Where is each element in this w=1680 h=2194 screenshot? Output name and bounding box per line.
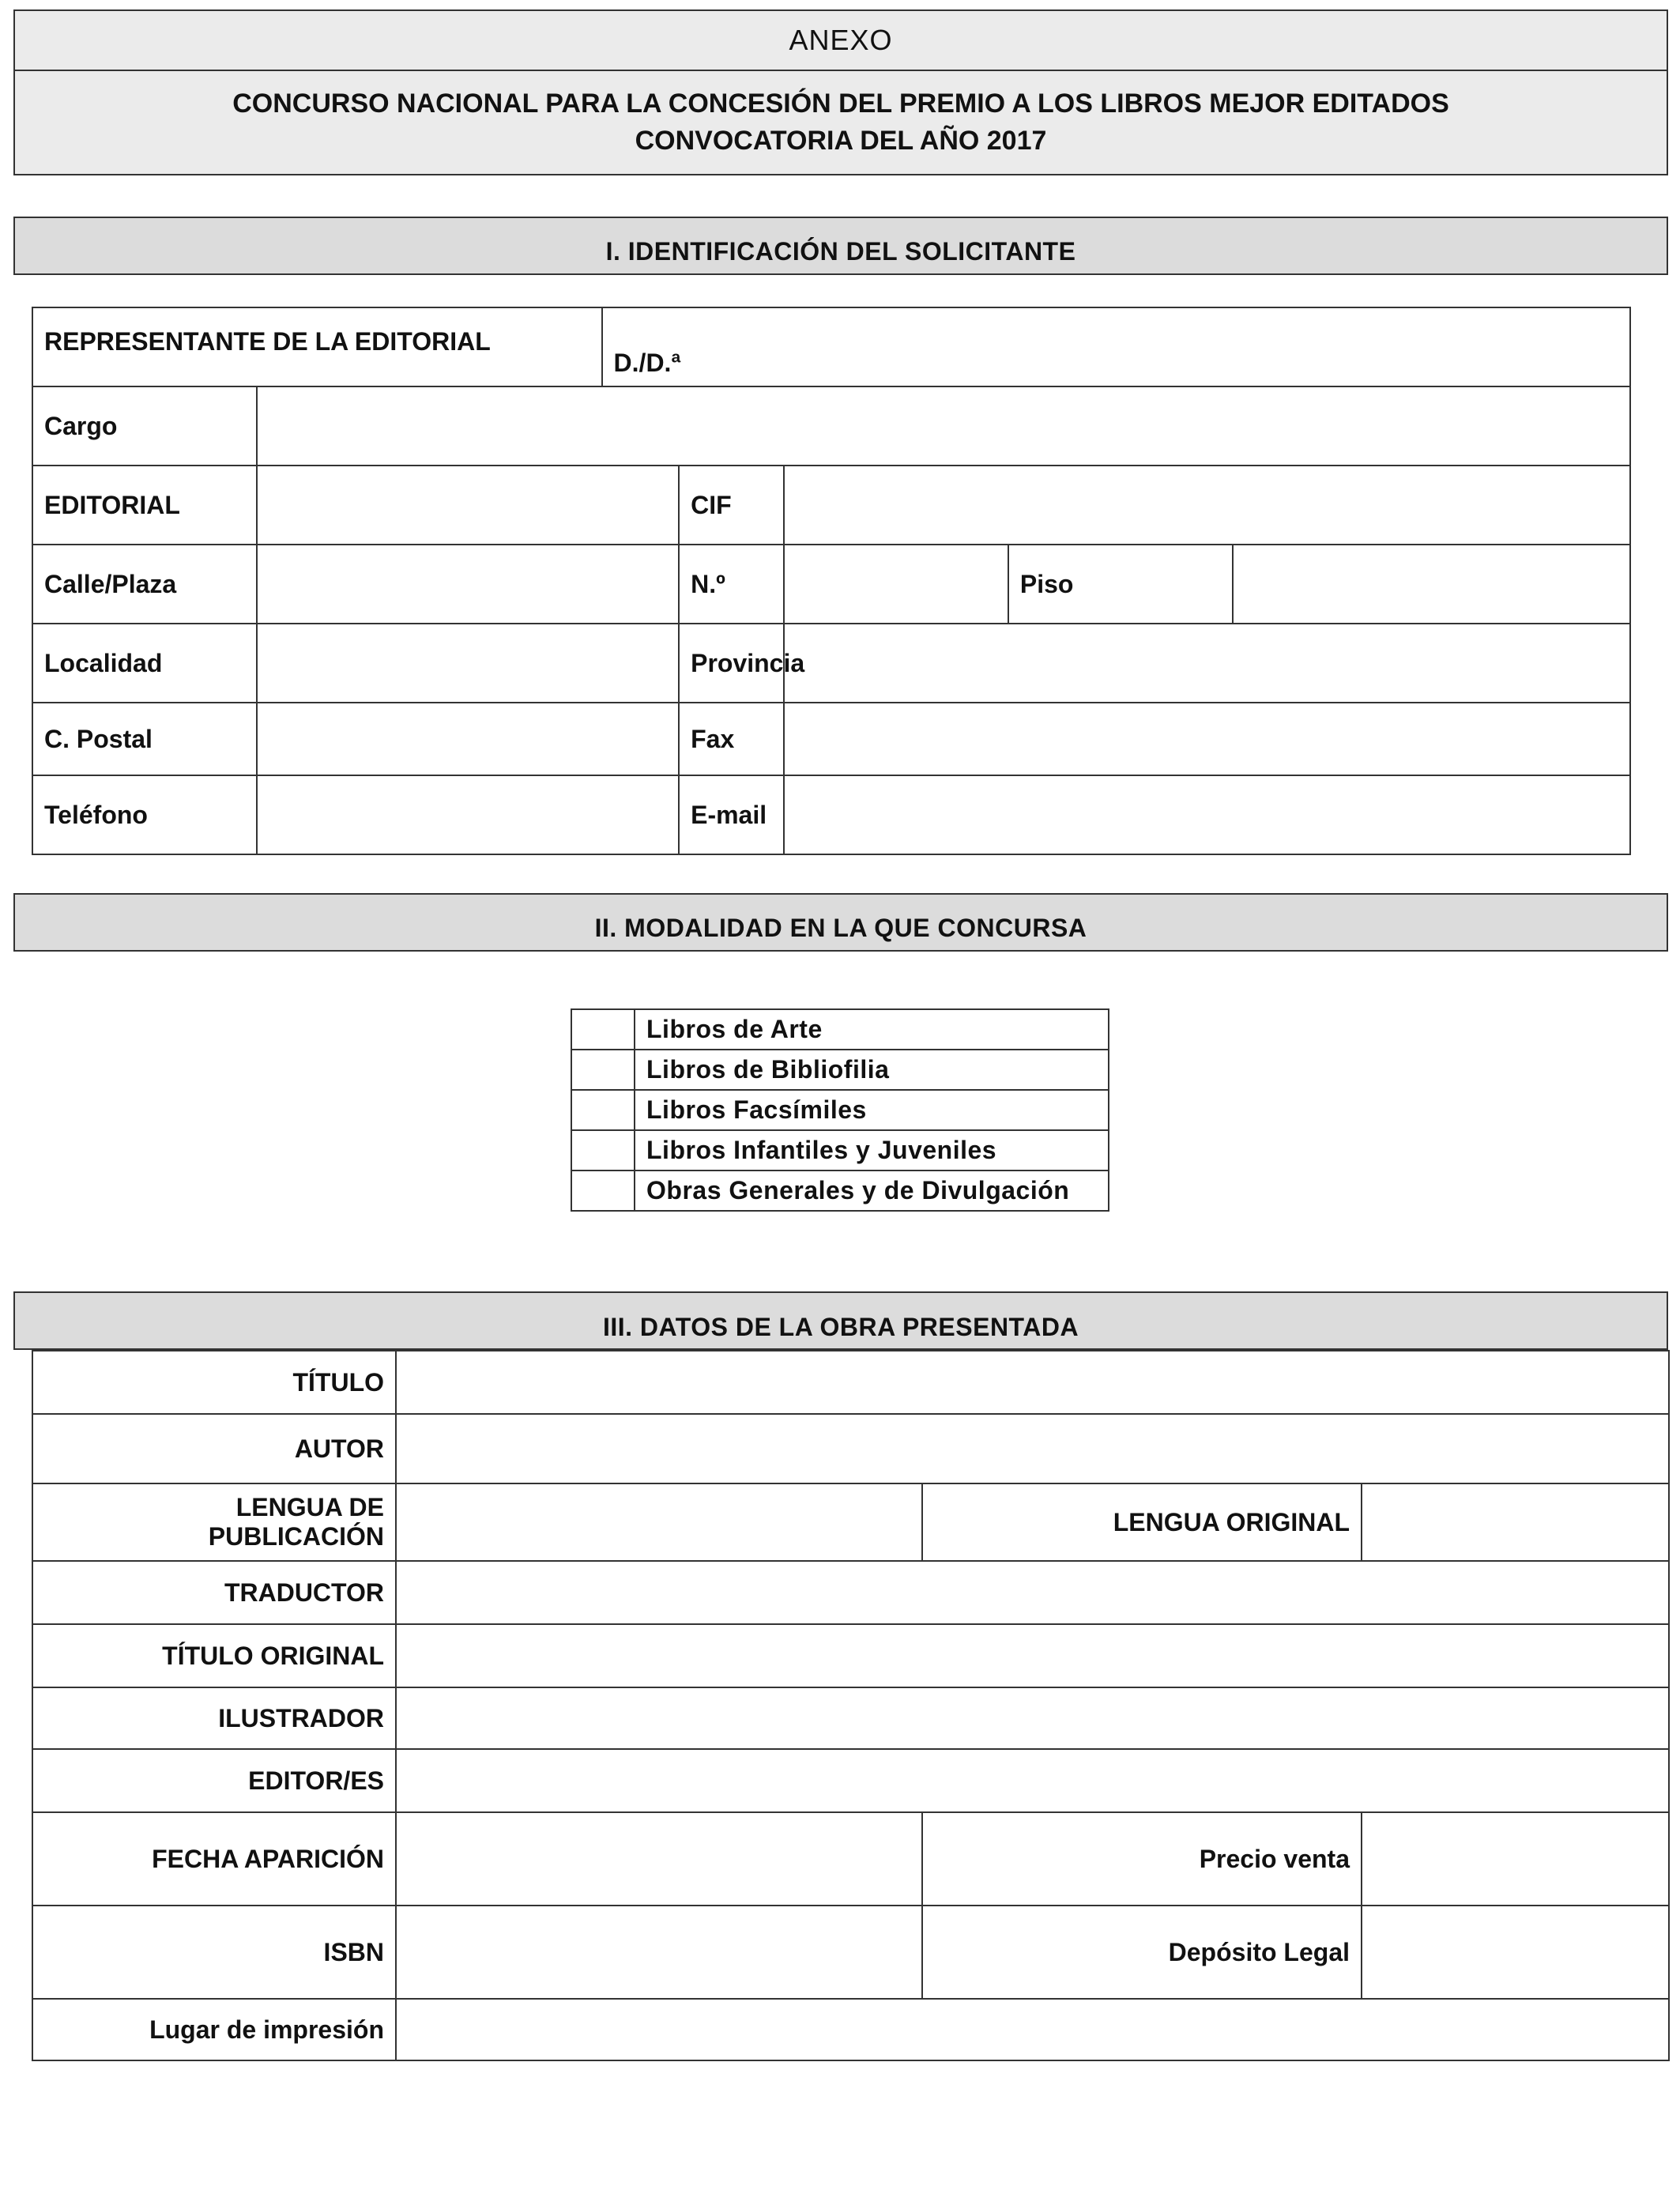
price-field[interactable]	[1362, 1812, 1669, 1906]
fax-label: Fax	[679, 703, 784, 775]
isbn-label: ISBN	[32, 1906, 396, 1999]
modality-checkbox[interactable]	[571, 1050, 635, 1090]
modality-option: Libros de Bibliofilia	[635, 1050, 1109, 1090]
section2-header	[13, 893, 1668, 952]
editors-label: EDITOR/ES	[32, 1749, 396, 1812]
editors-field[interactable]	[396, 1749, 1669, 1812]
isbn-field[interactable]	[396, 1906, 922, 1999]
legal-deposit-field[interactable]	[1362, 1906, 1669, 1999]
postal-label: C. Postal	[32, 703, 257, 775]
illustrator-field[interactable]	[396, 1687, 1669, 1749]
translator-field[interactable]	[396, 1561, 1669, 1624]
price-label: Precio venta	[922, 1812, 1362, 1906]
publication-language-label: LENGUA DE PUBLICACIÓN	[32, 1483, 396, 1561]
street-field[interactable]	[257, 545, 679, 624]
modality-checkbox[interactable]	[571, 1090, 635, 1130]
phone-label: Teléfono	[32, 775, 257, 854]
floor-label: Piso	[1008, 545, 1233, 624]
modality-option: Libros Facsímiles	[635, 1090, 1109, 1130]
applicant-table	[32, 307, 1631, 855]
representative-name-cell[interactable]	[602, 307, 1630, 386]
publication-date-label: FECHA APARICIÓN	[32, 1812, 396, 1906]
print-place-label: Lugar de impresión	[32, 1999, 396, 2060]
modality-option: Libros de Arte	[635, 1009, 1109, 1050]
legal-deposit-label: Depósito Legal	[922, 1906, 1362, 1999]
province-field[interactable]	[784, 624, 1630, 703]
phone-field[interactable]	[257, 775, 679, 854]
section2-title: II. MODALIDAD EN LA QUE CONCURSA	[594, 913, 1087, 942]
section1-header	[13, 217, 1668, 275]
number-label: N.º	[679, 545, 784, 624]
contest-year: CONVOCATORIA DEL AÑO 2017	[635, 126, 1047, 156]
title-label: TÍTULO	[32, 1351, 396, 1414]
section3-header	[13, 1291, 1668, 1350]
fax-field[interactable]	[784, 703, 1630, 775]
number-field[interactable]	[784, 545, 1008, 624]
dd-label: D./D.ª	[613, 349, 681, 377]
modality-table	[571, 1008, 1109, 1212]
work-table	[32, 1350, 1670, 2061]
editorial-field[interactable]	[257, 466, 679, 545]
original-language-label: LENGUA ORIGINAL	[922, 1483, 1362, 1561]
email-label: E-mail	[679, 775, 784, 854]
editorial-label: EDITORIAL	[32, 466, 257, 545]
modality-option: Obras Generales y de Divulgación	[635, 1171, 1109, 1211]
author-field[interactable]	[396, 1414, 1669, 1483]
province-label: Provincia	[679, 624, 784, 703]
modality-checkbox[interactable]	[571, 1009, 635, 1050]
modality-option: Libros Infantiles y Juveniles	[635, 1130, 1109, 1171]
original-title-label: TÍTULO ORIGINAL	[32, 1624, 396, 1687]
modality-checkbox[interactable]	[571, 1171, 635, 1211]
modality-checkbox[interactable]	[571, 1130, 635, 1171]
author-label: AUTOR	[32, 1414, 396, 1483]
illustrator-label: ILUSTRADOR	[32, 1687, 396, 1749]
street-label: Calle/Plaza	[32, 545, 257, 624]
title-field[interactable]	[396, 1351, 1669, 1414]
publication-language-field[interactable]	[396, 1483, 922, 1561]
original-language-field[interactable]	[1362, 1483, 1669, 1561]
section1-title: I. IDENTIFICACIÓN DEL SOLICITANTE	[605, 236, 1076, 266]
email-field[interactable]	[784, 775, 1630, 854]
print-place-field[interactable]	[396, 1999, 1669, 2060]
postal-field[interactable]	[257, 703, 679, 775]
representative-label: REPRESENTANTE DE LA EDITORIAL	[32, 307, 602, 386]
locality-label: Localidad	[32, 624, 257, 703]
cargo-field[interactable]	[257, 386, 1630, 466]
contest-title: CONCURSO NACIONAL PARA LA CONCESIÓN DEL PREMIO A LOS LIBROS MEJOR EDITADOS	[232, 89, 1449, 119]
annex-header	[13, 9, 1668, 71]
original-title-field[interactable]	[396, 1624, 1669, 1687]
annex-title: ANEXO	[789, 24, 893, 56]
contest-header	[13, 71, 1668, 175]
locality-field[interactable]	[257, 624, 679, 703]
translator-label: TRADUCTOR	[32, 1561, 396, 1624]
floor-field[interactable]	[1233, 545, 1630, 624]
section3-title: III. DATOS DE LA OBRA PRESENTADA	[602, 1312, 1079, 1341]
cif-label: CIF	[679, 466, 784, 545]
cargo-label: Cargo	[32, 386, 257, 466]
publication-date-field[interactable]	[396, 1812, 922, 1906]
cif-field[interactable]	[784, 466, 1630, 545]
